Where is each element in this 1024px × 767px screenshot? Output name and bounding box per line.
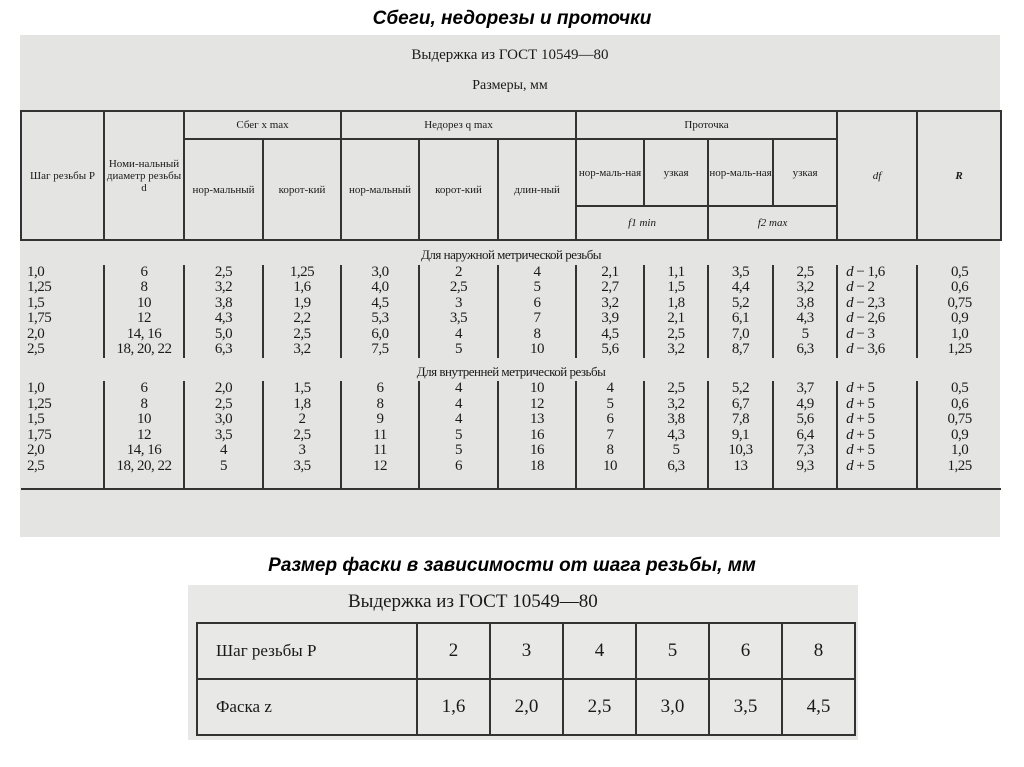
table-cell: 1,6 <box>263 280 341 296</box>
table-cell: 2,5 <box>644 327 708 343</box>
table-cell: 1,75 <box>27 426 52 443</box>
table-cell: 5,3 <box>341 311 419 327</box>
table-cell: 1,5 <box>263 381 341 397</box>
table-cell: 8,7 <box>708 342 773 358</box>
table-cell: d + 5 <box>837 428 917 444</box>
table-cell: 0,6 <box>917 280 1001 296</box>
table-cell: 7 <box>576 428 644 444</box>
table-cell: 7 <box>498 311 576 327</box>
table-row <box>21 443 1001 459</box>
table-cell: d − 2 <box>837 280 917 296</box>
table-row <box>21 342 1001 358</box>
chamfer-cell: 3,5 <box>709 679 782 735</box>
table-row <box>21 280 1001 296</box>
table-cell: 6,3 <box>644 459 708 475</box>
pitch-cell: 4 <box>563 623 636 679</box>
table-cell: 1,5 <box>27 411 45 427</box>
table-cell: 4 <box>419 327 498 343</box>
table-cell: 6,7 <box>708 397 773 413</box>
table-cell: d − 3 <box>837 327 917 343</box>
pitch-cell: 3 <box>490 623 563 679</box>
table-cell: 6 <box>341 381 419 397</box>
table-cell: 1,1 <box>644 265 708 281</box>
table-cell: 0,6 <box>917 397 1001 413</box>
table-cell: 1,25 <box>27 279 52 295</box>
table-cell: 14, 16 <box>104 327 184 343</box>
table-cell: 4,5 <box>341 296 419 312</box>
table-cell: 5 <box>419 342 498 358</box>
table-row <box>21 296 1001 312</box>
table-cell: 7,0 <box>708 327 773 343</box>
table-cell: 10 <box>104 296 184 312</box>
table-cell: 6 <box>576 412 644 428</box>
table-cell: 3,0 <box>341 265 419 281</box>
section-header <box>21 358 1001 382</box>
table-cell: 5 <box>419 428 498 444</box>
chamfer-cell: 3,0 <box>636 679 709 735</box>
table-cell: 3 <box>263 443 341 459</box>
table-cell: 3,2 <box>263 342 341 358</box>
table-cell: 1,25 <box>27 395 52 412</box>
table-cell: d − 2,3 <box>837 296 917 312</box>
table-cell: 13 <box>708 459 773 475</box>
table-cell: 6 <box>104 265 184 281</box>
pitch-cell: 5 <box>636 623 709 679</box>
table-cell: 2,0 <box>184 381 263 397</box>
table-cell: 3,8 <box>644 412 708 428</box>
table-cell: 7,8 <box>708 412 773 428</box>
table-cell: 1,0 <box>917 443 1001 459</box>
header-undercut: Недорез q max <box>341 111 576 139</box>
table-cell: 16 <box>498 443 576 459</box>
table-cell: 10 <box>576 459 644 475</box>
table-cell: 8 <box>341 397 419 413</box>
table-row <box>21 412 1001 428</box>
table-cell: 4,5 <box>576 327 644 343</box>
table-cell: 3,5 <box>419 311 498 327</box>
header-groove-f2-narrow: узкая <box>773 139 837 206</box>
header-groove-f1-narrow: узкая <box>644 139 708 206</box>
table-cell: 4 <box>419 397 498 413</box>
table-cell: 2,5 <box>263 428 341 444</box>
table-cell: 3,5 <box>708 265 773 281</box>
spacer-cell <box>21 474 104 489</box>
table-cell: 5,2 <box>708 381 773 397</box>
chamfer-cell: 2,5 <box>563 679 636 735</box>
table-cell: 12 <box>104 428 184 444</box>
table-row <box>21 381 1001 397</box>
table-cell: 18, 20, 22 <box>104 459 184 475</box>
table-cell: 12 <box>104 311 184 327</box>
table-row <box>21 265 1001 281</box>
header-groove: Проточка <box>576 111 837 139</box>
table-cell: 2,5 <box>263 327 341 343</box>
table-cell: 3,7 <box>773 381 837 397</box>
table-cell: 5 <box>419 443 498 459</box>
table-cell: 1,0 <box>917 327 1001 343</box>
spacer-cell <box>104 474 184 489</box>
table-cell: 4,9 <box>773 397 837 413</box>
table-cell: 4 <box>184 443 263 459</box>
table-cell: 3,8 <box>773 296 837 312</box>
table-cell: 18 <box>498 459 576 475</box>
spacer-cell <box>576 474 644 489</box>
table-cell: 3,2 <box>576 296 644 312</box>
table-cell: 4,0 <box>341 280 419 296</box>
table-cell: 3,9 <box>576 311 644 327</box>
table-cell: 4 <box>419 381 498 397</box>
table-cell: 2,5 <box>27 457 45 474</box>
pitch-cell: 8 <box>782 623 855 679</box>
header-r: R <box>917 111 1001 240</box>
table-cell: d − 2,6 <box>837 311 917 327</box>
table-row <box>21 397 1001 413</box>
table-cell: 4,3 <box>773 311 837 327</box>
table-cell: 0,5 <box>917 265 1001 281</box>
table-cell: 6,3 <box>773 342 837 358</box>
table-cell: 1,9 <box>263 296 341 312</box>
table-cell: 2 <box>419 265 498 281</box>
table-cell: 10 <box>498 342 576 358</box>
table-cell: 3,5 <box>184 428 263 444</box>
header-runout-short: корот-кий <box>263 139 341 240</box>
chamfer-cell: 4,5 <box>782 679 855 735</box>
table-cell: 11 <box>341 428 419 444</box>
table-units: Размеры, мм <box>472 78 548 93</box>
table-cell: 12 <box>341 459 419 475</box>
table-cell: 1,25 <box>917 459 1001 475</box>
chamfer-row <box>197 679 855 735</box>
table-cell: 5 <box>773 327 837 343</box>
table-cell: 8 <box>104 397 184 413</box>
table-cell: 6,1 <box>708 311 773 327</box>
table-cell: d − 3,6 <box>837 342 917 358</box>
table-cell: 1,8 <box>263 397 341 413</box>
table-caption: Выдержка из ГОСТ 10549—80 <box>411 47 609 63</box>
table-cell: 3,5 <box>263 459 341 475</box>
table-cell: 2,0 <box>27 442 45 458</box>
table-cell: 10,3 <box>708 443 773 459</box>
spacer-cell <box>498 474 576 489</box>
table-cell: 0,9 <box>917 428 1001 444</box>
table-cell: 1,5 <box>27 294 45 311</box>
header-runout: Сбег x max <box>184 111 341 139</box>
table-cell: 4,3 <box>644 428 708 444</box>
table-cell: 4,3 <box>184 311 263 327</box>
chamfer-cell: 2,0 <box>490 679 563 735</box>
table-cell: 4 <box>419 412 498 428</box>
table-cell: d + 5 <box>837 397 917 413</box>
table-cell: d + 5 <box>837 412 917 428</box>
table-cell: d + 5 <box>837 381 917 397</box>
table-cell: 2,0 <box>27 325 45 342</box>
table-cell: 18, 20, 22 <box>104 342 184 358</box>
table-cell: d − 1,6 <box>837 265 917 281</box>
table-cell: 2,5 <box>27 341 45 357</box>
table-cell: 2,5 <box>184 397 263 413</box>
table-cell: 2 <box>263 412 341 428</box>
spacer-cell <box>917 474 1001 489</box>
spacer-cell <box>341 474 419 489</box>
table-cell: 5,0 <box>184 327 263 343</box>
table-cell: 2,5 <box>773 265 837 281</box>
table-row <box>21 327 1001 343</box>
table-cell: 2,5 <box>644 381 708 397</box>
header-undercut-long: длин-ный <box>498 139 576 240</box>
table-cell: 11 <box>341 443 419 459</box>
table-cell: 13 <box>498 412 576 428</box>
table-cell: 2,1 <box>576 265 644 281</box>
spacer-cell <box>263 474 341 489</box>
header-undercut-short: корот-кий <box>419 139 498 240</box>
slide-subtitle: Размер фаски в зависимости от шага резьбы, мм <box>268 555 756 576</box>
table-cell: 10 <box>104 412 184 428</box>
table-cell: 6,3 <box>184 342 263 358</box>
spacer-cell <box>708 474 773 489</box>
table-cell: 9,1 <box>708 428 773 444</box>
header-f2: f2 max <box>708 206 837 240</box>
table-cell: 4 <box>498 265 576 281</box>
table-cell: 1,0 <box>27 380 45 396</box>
header-f1: f1 min <box>576 206 708 240</box>
table-cell: 0,5 <box>917 381 1001 397</box>
header-undercut-normal: нор-мальный <box>341 139 419 240</box>
table-cell: 5 <box>644 443 708 459</box>
chamfer-table-scan <box>188 585 858 740</box>
table-cell: 7,5 <box>341 342 419 358</box>
table-cell: 5 <box>576 397 644 413</box>
table-cell: 2,1 <box>644 311 708 327</box>
table-cell: 5 <box>498 280 576 296</box>
pitch-cell: 2 <box>417 623 490 679</box>
table-cell: 12 <box>498 397 576 413</box>
table-bottom <box>21 474 1001 489</box>
table-cell: 6 <box>104 381 184 397</box>
spacer-cell <box>184 474 263 489</box>
header-diameter: Номи-нальный диаметр резьбы d <box>104 111 184 240</box>
table-row <box>21 311 1001 327</box>
table-cell: 5,2 <box>708 296 773 312</box>
table-cell: 3,8 <box>184 296 263 312</box>
pitch-row <box>197 623 855 679</box>
table-cell: 3,2 <box>644 397 708 413</box>
table-cell: 8 <box>498 327 576 343</box>
spacer-cell <box>644 474 708 489</box>
table-cell: 5,6 <box>576 342 644 358</box>
table-cell: 6 <box>419 459 498 475</box>
table-cell: 8 <box>576 443 644 459</box>
table-cell: 0,9 <box>917 311 1001 327</box>
table-cell: 0,75 <box>917 296 1001 312</box>
table-cell: 2,5 <box>184 265 263 281</box>
spacer-cell <box>837 474 917 489</box>
chamfer-cell: 1,6 <box>417 679 490 735</box>
table-cell: 6,0 <box>341 327 419 343</box>
section-title: Для внутренней метрической резьбы <box>416 363 606 379</box>
section-header <box>21 240 1001 265</box>
table-cell: 3 <box>419 296 498 312</box>
table-cell: 2,5 <box>419 280 498 296</box>
table-cell: 3,2 <box>644 342 708 358</box>
table-cell: 14, 16 <box>104 443 184 459</box>
table-cell: 1,0 <box>27 263 45 280</box>
table-cell: 9 <box>341 412 419 428</box>
table-cell: d + 5 <box>837 443 917 459</box>
spacer-cell <box>419 474 498 489</box>
table-cell: 4,4 <box>708 280 773 296</box>
table-cell: 1,75 <box>27 310 52 326</box>
table-cell: d + 5 <box>837 459 917 475</box>
table-cell: 9,3 <box>773 459 837 475</box>
table-cell: 16 <box>498 428 576 444</box>
chamfer-label: Фаска z <box>197 679 417 735</box>
table-cell: 5,6 <box>773 412 837 428</box>
header-groove-f1-normal: нор-маль-ная <box>576 139 644 206</box>
table-cell: 1,25 <box>917 342 1001 358</box>
table-row <box>21 459 1001 475</box>
spacer-cell <box>773 474 837 489</box>
table-cell: 1,5 <box>644 280 708 296</box>
table-cell: 5 <box>184 459 263 475</box>
chamfer-caption: Выдержка из ГОСТ 10549—80 <box>348 591 598 612</box>
table-cell: 7,3 <box>773 443 837 459</box>
slide-title: Сбеги, недорезы и проточки <box>372 8 652 29</box>
header-pitch: Шаг резьбы P <box>21 111 104 240</box>
table-cell: 0,75 <box>917 412 1001 428</box>
table-cell: 2,7 <box>576 280 644 296</box>
table-cell: 6 <box>498 296 576 312</box>
pitch-cell: 6 <box>709 623 782 679</box>
table-row <box>21 428 1001 444</box>
header-df: df <box>837 111 917 240</box>
runout-undercut-table <box>20 110 1002 490</box>
header-groove-f2-normal: нор-маль-ная <box>708 139 773 206</box>
pitch-label: Шаг резьбы P <box>197 623 417 679</box>
header-runout-normal: нор-мальный <box>184 139 263 240</box>
table-cell: 10 <box>498 381 576 397</box>
chamfer-table <box>196 622 856 736</box>
table-cell: 6,4 <box>773 428 837 444</box>
table-cell: 4 <box>576 381 644 397</box>
table-cell: 1,25 <box>263 265 341 281</box>
table-cell: 3,2 <box>773 280 837 296</box>
table-cell: 8 <box>104 280 184 296</box>
table-cell: 3,0 <box>184 412 263 428</box>
section-title: Для наружной метрической резьбы <box>421 247 602 262</box>
gost-table-scan <box>20 35 1000 537</box>
table-cell: 1,8 <box>644 296 708 312</box>
table-cell: 3,2 <box>184 280 263 296</box>
table-cell: 2,2 <box>263 311 341 327</box>
